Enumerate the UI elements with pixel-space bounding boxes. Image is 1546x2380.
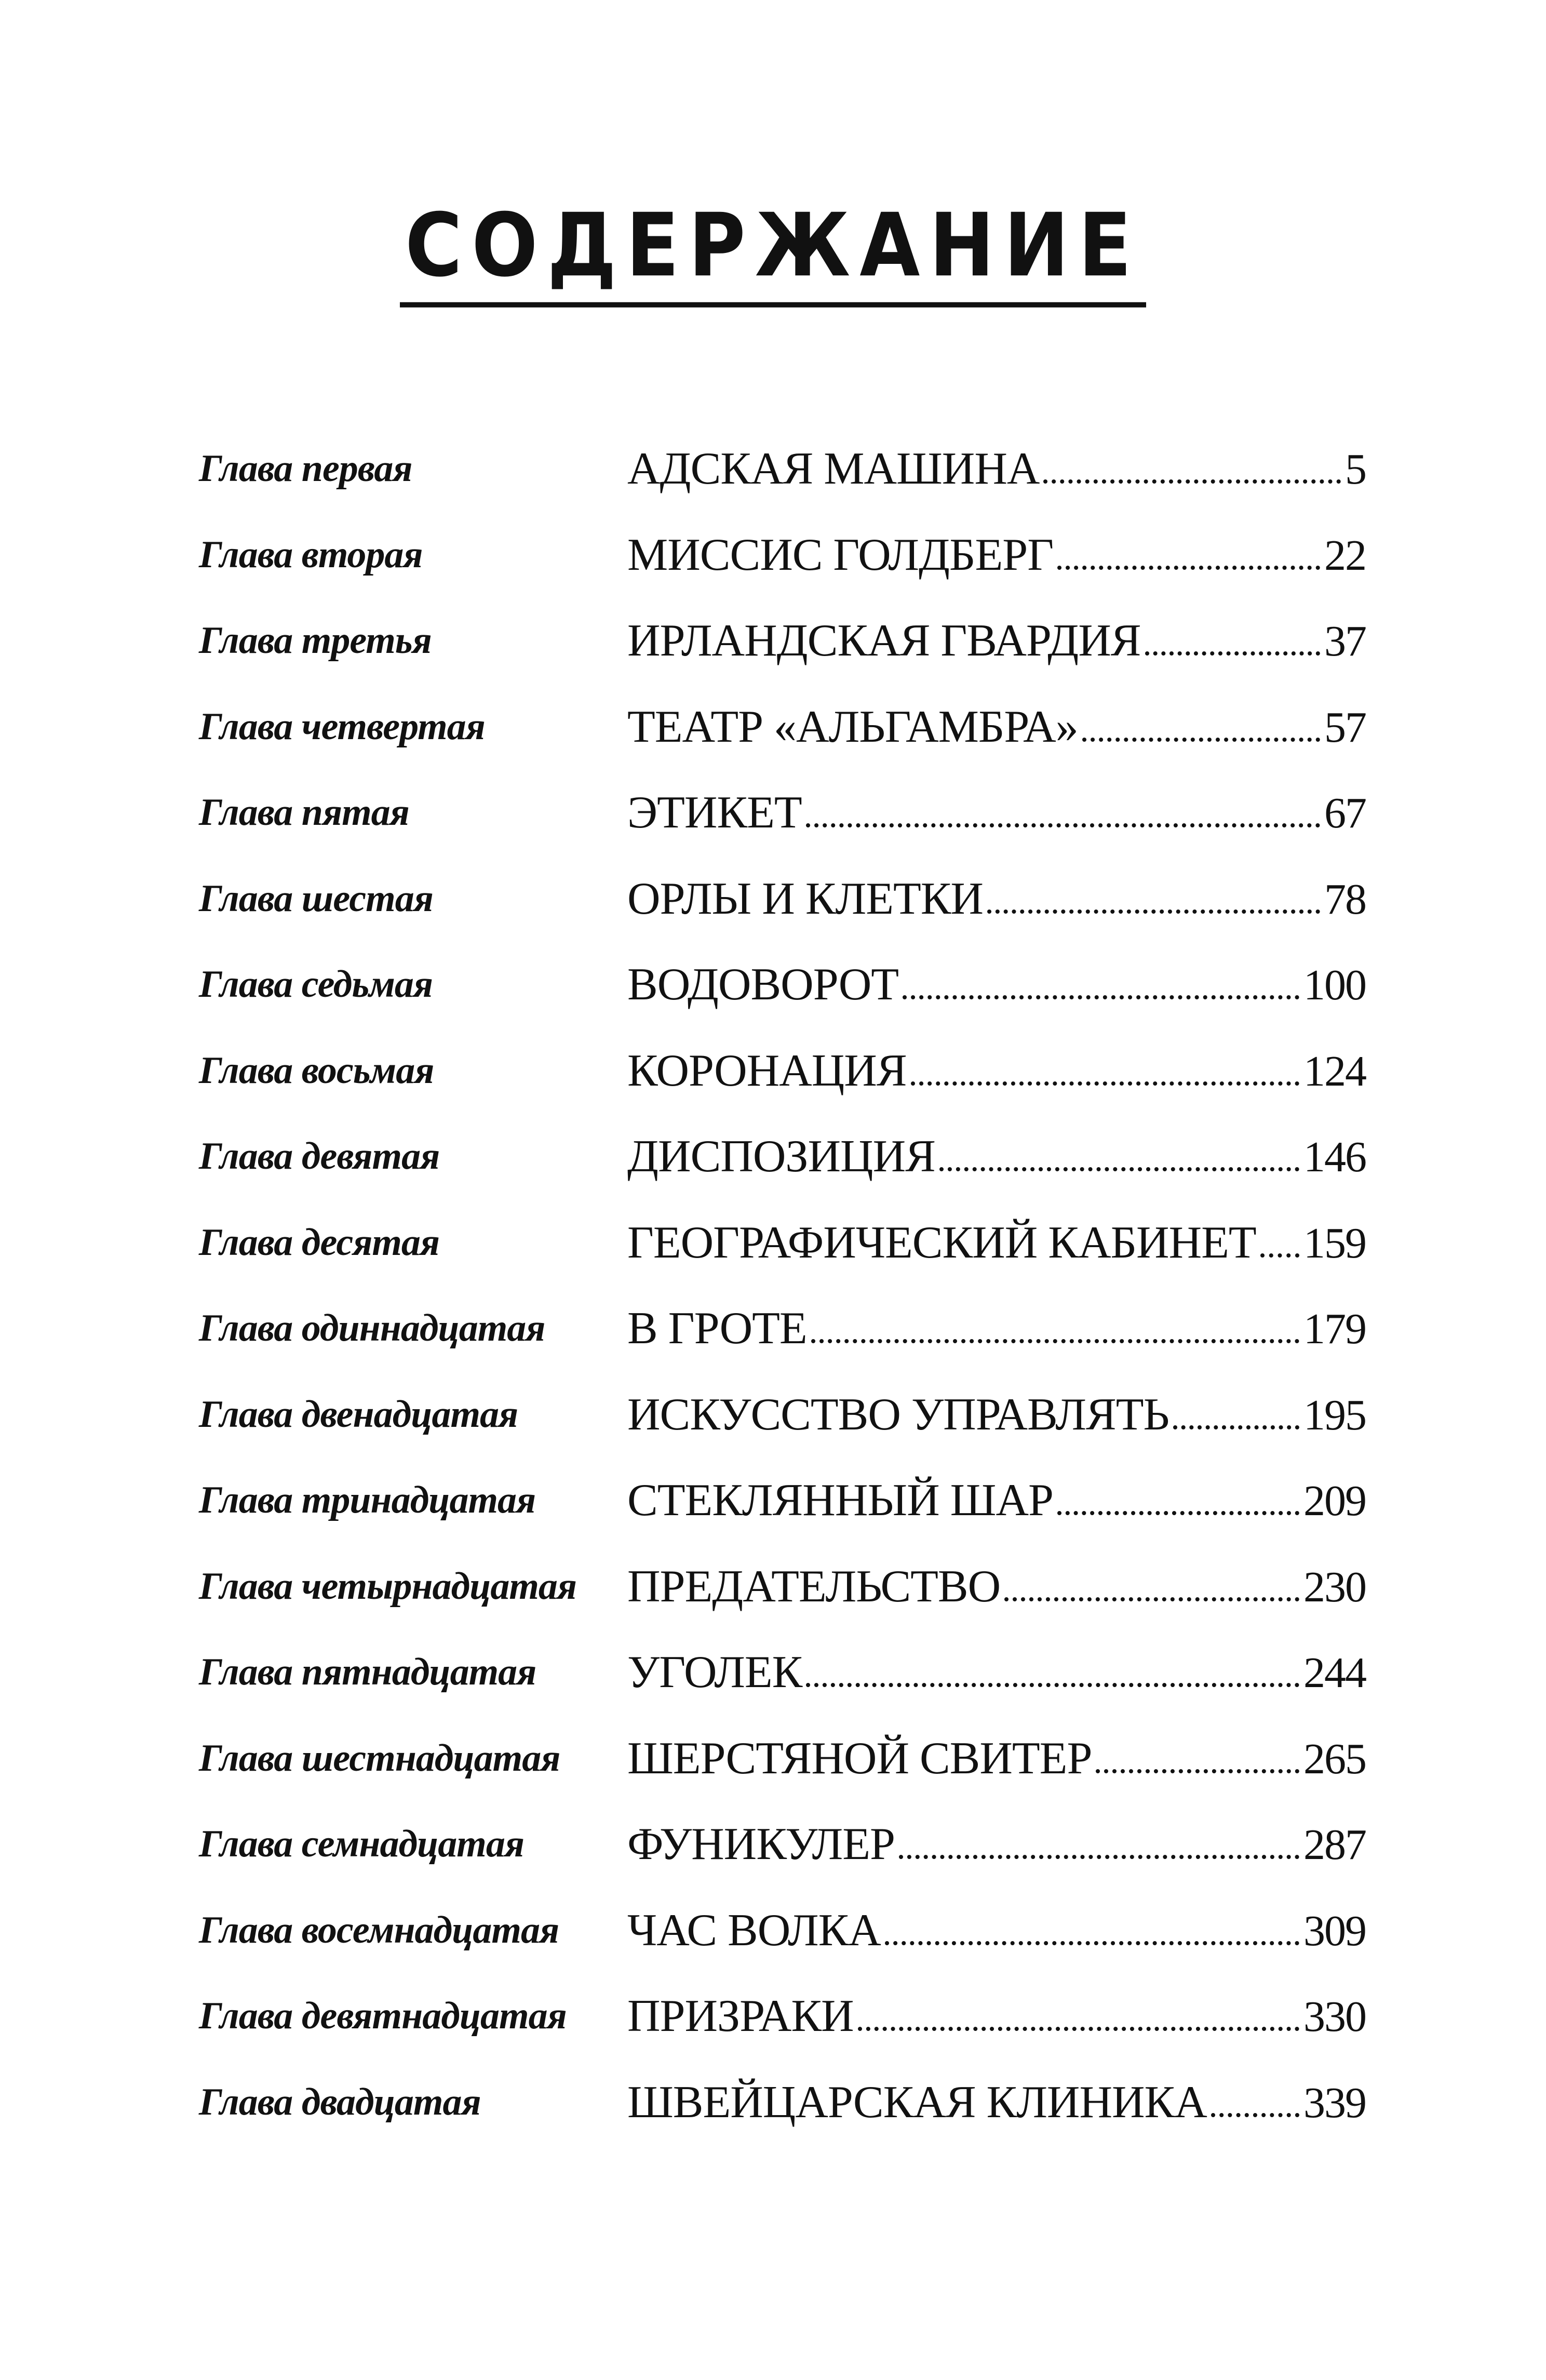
toc-entry: [627, 786, 1366, 839]
dot-leader: [1043, 479, 1341, 484]
toc-row: [199, 1801, 1366, 1888]
toc-entry: [627, 2076, 1366, 2129]
dot-leader: [806, 1683, 1299, 1687]
chapter-label: Глава четвертая: [199, 705, 485, 748]
chapter-label: Глава десятая: [199, 1221, 440, 1264]
chapter-title: ПРЕДАТЕЛЬСТВО: [627, 1561, 1001, 1612]
chapter-label: Глава двенадцатая: [199, 1393, 518, 1436]
chapter-title: АДСКАЯ МАШИНА: [627, 444, 1040, 494]
toc-row: [199, 1888, 1366, 1974]
chapter-label: Глава девятнадцатая: [199, 1995, 567, 2038]
chapter-label: Глава двадцатая: [199, 2080, 481, 2123]
dot-leader: [1057, 566, 1320, 570]
chapter-label: Глава восьмая: [199, 1049, 434, 1092]
chapter-title: СТЕКЛЯННЫЙ ШАР: [627, 1475, 1053, 1526]
toc-entry: [627, 1216, 1366, 1269]
toc-entry: [627, 614, 1366, 667]
toc-entry: [627, 1388, 1366, 1441]
chapter-label: Глава девятая: [199, 1135, 440, 1178]
chapter-title: ТЕАТР «АЛЬГАМБРА»: [627, 701, 1078, 752]
dot-leader: [885, 1941, 1299, 1945]
page-number: 57: [1324, 703, 1366, 752]
chapter-title: ШЕРСТЯНОЙ СВИТЕР: [627, 1733, 1092, 1784]
toc-row: [199, 1973, 1366, 2060]
chapter-label: Глава одиннадцатая: [199, 1307, 545, 1350]
toc-row: [199, 426, 1366, 512]
toc-entry: [627, 1560, 1366, 1613]
chapter-title: ДИСПОЗИЦИЯ: [627, 1131, 935, 1182]
toc-entry: [627, 1130, 1366, 1183]
toc-row: [199, 1716, 1366, 1802]
dot-leader: [939, 1167, 1299, 1171]
chapter-label: Глава третья: [199, 619, 432, 662]
dot-leader: [899, 1855, 1299, 1859]
dot-leader: [1211, 2113, 1299, 2117]
toc-row: [199, 1028, 1366, 1114]
page-number: 159: [1303, 1219, 1366, 1267]
dot-leader: [987, 910, 1320, 914]
dot-leader: [1173, 1425, 1299, 1429]
toc-entry: [627, 873, 1366, 925]
page-number: 265: [1303, 1734, 1366, 1783]
chapter-title: ФУНИКУЛЕР: [627, 1819, 895, 1870]
dot-leader: [903, 995, 1299, 999]
toc-entry: [627, 1474, 1366, 1527]
toc-row: [199, 942, 1366, 1028]
toc-row: [199, 770, 1366, 856]
chapter-title: УГОЛЕК: [627, 1647, 802, 1698]
page-number: 146: [1303, 1133, 1366, 1182]
toc-row: [199, 1286, 1366, 1372]
page-number: 100: [1303, 961, 1366, 1010]
page-number: 339: [1303, 2078, 1366, 2127]
toc-entry: [627, 1045, 1366, 1097]
chapter-label: Глава седьмая: [199, 963, 433, 1006]
toc-row: [199, 2060, 1366, 2146]
page-number: 209: [1303, 1477, 1366, 1526]
toc-row: [199, 598, 1366, 684]
page-number: 195: [1303, 1390, 1366, 1439]
toc-row: [199, 684, 1366, 770]
toc-entry: [627, 701, 1366, 753]
page-number: 78: [1324, 875, 1366, 924]
page-number: 287: [1303, 1821, 1366, 1869]
chapter-title: ОРЛЫ И КЛЕТКИ: [627, 873, 983, 924]
page-title: СОДЕРЖАНИЕ: [400, 202, 1146, 307]
page-number: 330: [1303, 1993, 1366, 2041]
chapter-label: Глава пятая: [199, 791, 409, 834]
page-number: 309: [1303, 1906, 1366, 1955]
page-number: 179: [1303, 1305, 1366, 1354]
toc-entry: [627, 1732, 1366, 1785]
toc-entry: [627, 1990, 1366, 2042]
toc-entry: [627, 443, 1366, 495]
dot-leader: [858, 2027, 1299, 2031]
toc-entry: [627, 1904, 1366, 1957]
dot-leader: [1082, 738, 1320, 742]
page-number: 124: [1303, 1047, 1366, 1095]
page-number: 244: [1303, 1649, 1366, 1697]
toc-row: [199, 1114, 1366, 1200]
chapter-title: ПРИЗРАКИ: [627, 1991, 854, 2042]
chapter-label: Глава четырнадцатая: [199, 1565, 577, 1608]
chapter-title: В ГРОТЕ: [627, 1303, 807, 1354]
title-block: [0, 195, 1546, 302]
table-of-contents: [199, 426, 1366, 2145]
toc-row: [199, 856, 1366, 942]
dot-leader: [1057, 1511, 1299, 1515]
page-number: 230: [1303, 1562, 1366, 1611]
toc-entry: [627, 1302, 1366, 1355]
dot-leader: [1004, 1597, 1299, 1601]
chapter-label: Глава вторая: [199, 533, 423, 576]
dot-leader: [1096, 1769, 1299, 1773]
chapter-title: ШВЕЙЦАРСКАЯ КЛИНИКА: [627, 2077, 1207, 2128]
chapter-label: Глава семнадцатая: [199, 1823, 524, 1866]
chapter-label: Глава первая: [199, 447, 412, 490]
chapter-label: Глава шестнадцатая: [199, 1736, 560, 1780]
chapter-label: Глава восемнадцатая: [199, 1908, 559, 1951]
chapter-label: Глава шестая: [199, 877, 433, 920]
chapter-title: МИССИС ГОЛДБЕРГ: [627, 529, 1054, 580]
dot-leader: [1260, 1253, 1299, 1258]
chapter-label: Глава пятнадцатая: [199, 1651, 536, 1694]
chapter-title: ВОДОВОРОТ: [627, 959, 899, 1010]
dot-leader: [1145, 651, 1321, 656]
toc-row: [199, 1200, 1366, 1286]
chapter-label: Глава тринадцатая: [199, 1479, 536, 1522]
dot-leader: [911, 1081, 1299, 1086]
chapter-title: ЭТИКЕТ: [627, 787, 802, 838]
chapter-title: ЧАС ВОЛКА: [627, 1905, 881, 1956]
toc-row: [199, 1544, 1366, 1630]
toc-entry: [627, 958, 1366, 1011]
toc-entry: [627, 1818, 1366, 1870]
toc-row: [199, 1629, 1366, 1716]
chapter-title: ИРЛАНДСКАЯ ГВАРДИЯ: [627, 616, 1141, 666]
chapter-title: ИСКУССТВО УПРАВЛЯТЬ: [627, 1389, 1169, 1440]
toc-row: [199, 1372, 1366, 1458]
toc-entry: [627, 1646, 1366, 1699]
toc-row: [199, 1458, 1366, 1544]
dot-leader: [811, 1339, 1299, 1343]
page-number: 67: [1324, 789, 1366, 838]
page-number: 37: [1324, 617, 1366, 666]
toc-row: [199, 512, 1366, 598]
chapter-title: КОРОНАЦИЯ: [627, 1045, 907, 1096]
page-number: 22: [1324, 531, 1366, 580]
toc-entry: [627, 529, 1366, 581]
dot-leader: [806, 823, 1320, 827]
page-number: 5: [1345, 445, 1366, 494]
chapter-title: ГЕОГРАФИЧЕСКИЙ КАБИНЕТ: [627, 1217, 1256, 1268]
